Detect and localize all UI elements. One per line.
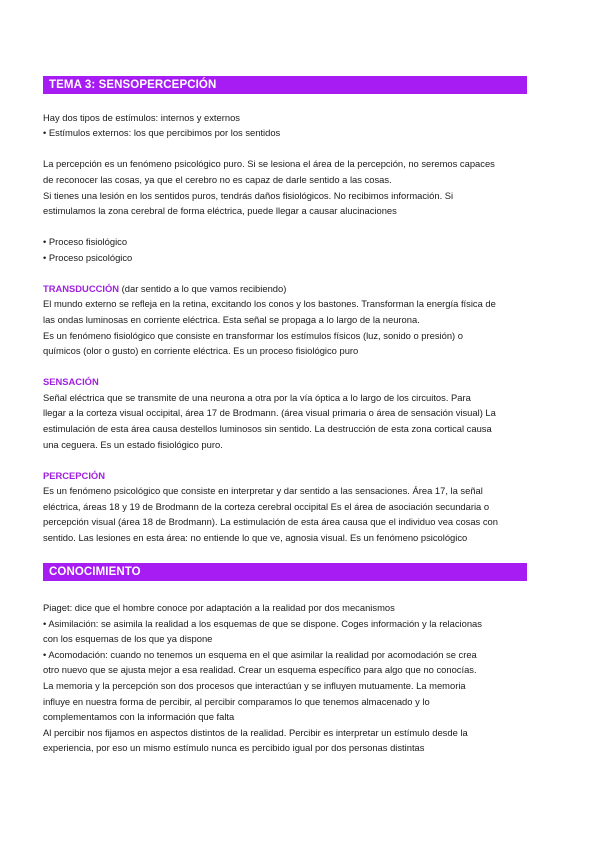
- bullet-item: • Proceso psicológico: [43, 252, 133, 263]
- intro-line: • Estímulos externos: los que percibimos por los sentidos: [43, 127, 281, 138]
- paragraph-line: otro nuevo que se ajusta mejor a esa realidad. Crear un esquema específico para algo que no conocías.: [43, 664, 477, 675]
- paragraph-line: de reconocer las cosas, ya que el cerebro no es capaz de darle sentido a las cosas.: [43, 174, 392, 185]
- section-title: TEMA 3: SENSOPERCEPCIÓN: [49, 79, 217, 91]
- paragraph-line: estimulación de esta área causa destellos luminosos sin sentido. La destrucción de esta zona cortical causa: [43, 423, 492, 434]
- paragraph-line: Es un fenómeno fisiológico que consiste en transformar los estímulos físicos (luz, sonido o presión) o: [43, 330, 463, 341]
- subheading-percepcion: PERCEPCIÓN: [43, 470, 105, 481]
- paragraph-line: Al percibir nos fijamos en aspectos distintos de la realidad. Percibir es interpretar un estímulo desde la: [43, 727, 468, 738]
- paragraph-line: una ceguera. Es un estado fisiológico puro.: [43, 439, 223, 450]
- subheading-sensacion: SENSACIÓN: [43, 376, 99, 387]
- paragraph-line: La percepción es un fenómeno psicológico puro. Si se lesiona el área de la percepción, no seremos capaces: [43, 158, 495, 169]
- paragraph-line: • Acomodación: cuando no tenemos un esquema en el que asimilar la realidad por acomodación se crea: [43, 649, 477, 660]
- paragraph-line: con los esquemas de los que ya dispone: [43, 633, 213, 644]
- section-title-banner: [43, 563, 527, 581]
- paragraph-line: químicos (olor o gusto) en corriente eléctrica. Es un proceso fisiológico puro: [43, 345, 359, 356]
- section-title-banner: [43, 76, 527, 94]
- paragraph-line: llegar a la corteza visual occipital, área 17 de Brodmann. (área visual primaria o área de sensación visual) La: [43, 407, 496, 418]
- paragraph-line: influye en nuestra forma de percibir, al percibir comparamos lo que tenemos almacenado y lo: [43, 696, 430, 707]
- paragraph-line: estimulamos la zona cerebral de forma eléctrica, puede llegar a causar alucinaciones: [43, 205, 397, 216]
- paragraph-line: • Asimilación: se asimila la realidad a los esquemas de que se dispone. Coges información y la relacionas: [43, 618, 482, 629]
- paragraph-line: Si tienes una lesión en los sentidos puros, tendrás daños fisiológicos. No recibimos información. Si: [43, 190, 454, 201]
- paragraph-line: Señal eléctrica que se transmite de una neurona a otra por la vía óptica a lo largo de los circuitos. Para: [43, 392, 471, 403]
- intro-line: Hay dos tipos de estímulos: internos y externos: [43, 112, 240, 123]
- bullet-item: • Proceso fisiológico: [43, 236, 128, 247]
- paragraph-line: Piaget: dice que el hombre conoce por adaptación a la realidad por dos mecanismos: [43, 602, 395, 613]
- paragraph-line: El mundo externo se refleja en la retina, excitando los conos y los bastones. Transforman la energía física de: [43, 298, 496, 309]
- paragraph-line: complementamos con la información que falta: [43, 711, 235, 722]
- section-title: CONOCIMIENTO: [49, 566, 141, 578]
- paragraph-line: las ondas luminosas en corriente eléctrica. Esta señal se propaga a lo largo de la neurona.: [43, 314, 420, 325]
- paragraph-line: percepción visual (área 18 de Brodmann). La estimulación de esta área causa que el individuo vea cosas con: [43, 516, 498, 527]
- subheading-transduccion: [43, 283, 286, 295]
- paragraph-line: sentido. Las lesiones en esta área: no entiende lo que ve, agnosia visual. Es un fenómeno psicológico: [43, 532, 468, 543]
- subheading-title: TRANSDUCCIÓN: [43, 283, 120, 294]
- paragraph-line: eléctrica, áreas 18 y 19 de Brodmann de la corteza cerebral occipital Es el área de asociación secundaria o: [43, 501, 490, 512]
- paragraph-line: Es un fenómeno psicológico que consiste en interpretar y dar sentido a las sensaciones. Área 17, la señal: [43, 485, 483, 496]
- paragraph-line: La memoria y la percepción son dos procesos que interactúan y se influyen mutuamente. La memoria: [43, 680, 466, 691]
- subheading-note: (dar sentido a lo que vamos recibiendo): [119, 283, 287, 294]
- paragraph-line: experiencia, por eso un mismo estímulo nunca es percibido igual por dos personas distintas: [43, 742, 425, 753]
